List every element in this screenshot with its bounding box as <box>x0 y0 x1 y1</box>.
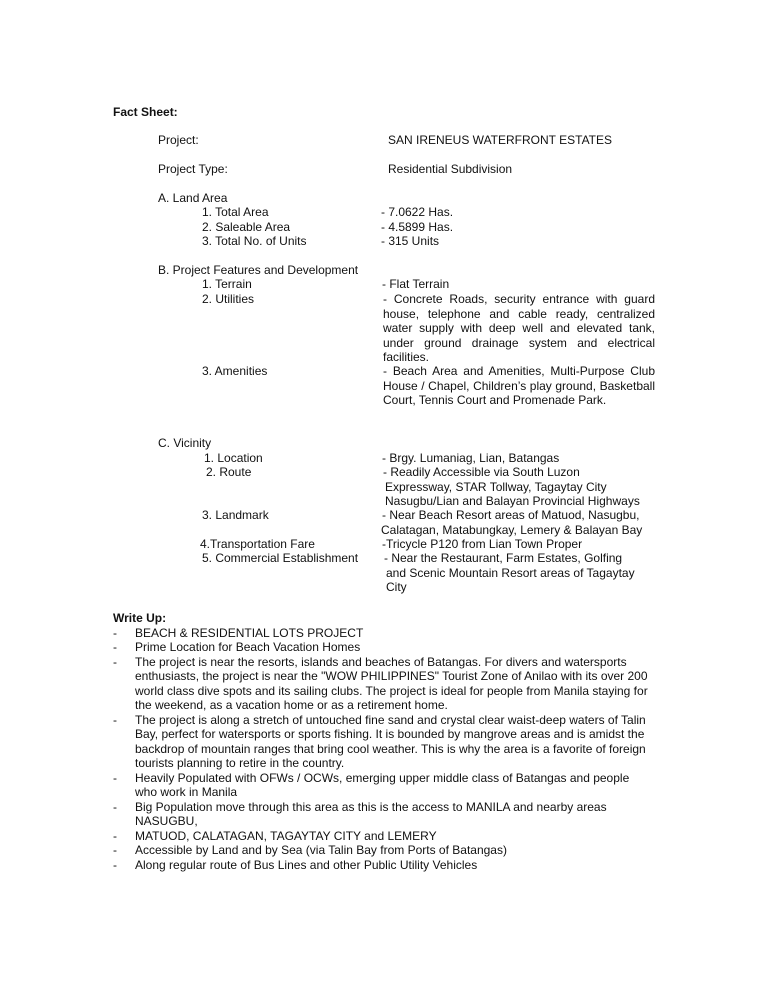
list-item-text: MATUOD, CALATAGAN, TAGAYTAY CITY and LEMERY <box>135 828 437 843</box>
total-units-value: - 315 Units <box>381 234 440 248</box>
route-value-line-1: - Readily Accessible via South Luzon <box>383 465 580 479</box>
bullet-dash: - <box>113 857 117 872</box>
saleable-area-label: 2. Saleable Area <box>202 220 291 234</box>
terrain-label: 1. Terrain <box>202 277 252 291</box>
list-item <box>113 655 653 713</box>
route-value-line-2: Expressway, STAR Tollway, Tagaytay City <box>385 480 607 494</box>
utilities-value: - Concrete Roads, security entrance with guard house, telephone and cable ready, centralized water supply with deep well and elevated tank, under ground drainage system and electrical facilities. <box>383 292 655 364</box>
route-value-line-3: Nasugbu/Lian and Balayan Provincial Highways <box>385 494 640 508</box>
commercial-value-line-1: - Near the Restaurant, Farm Estates, Golfing <box>384 551 623 565</box>
saleable-area-value: - 4.5899 Has. <box>381 220 454 234</box>
project-label: Project: <box>158 133 199 147</box>
list-item-text: Heavily Populated with OFWs / OCWs, emerging upper middle class of Batangas and people who work in Manila <box>135 770 630 799</box>
total-area-value: - 7.0622 Has. <box>381 205 454 219</box>
commercial-label: 5. Commercial Establishment <box>202 551 359 565</box>
list-item-text: BEACH & RESIDENTIAL LOTS PROJECT <box>135 625 364 640</box>
landmark-value-line-1: - Near Beach Resort areas of Matuod, Nasugbu, <box>382 508 640 522</box>
total-units-label: 3. Total No. of Units <box>202 234 307 248</box>
commercial-value-line-3: City <box>386 580 407 594</box>
bullet-dash: - <box>113 828 117 843</box>
list-item <box>113 843 653 858</box>
landmark-label: 3. Landmark <box>202 508 269 522</box>
project-type-value: Residential Subdivision <box>388 162 513 176</box>
terrain-value: - Flat Terrain <box>382 277 450 291</box>
list-item <box>113 626 653 641</box>
list-item-text: Big Population move through this area as this is the access to MANILA and nearby areas NASUGBU, <box>135 799 607 828</box>
bullet-dash: - <box>113 799 117 814</box>
features-heading: B. Project Features and Development <box>158 263 359 277</box>
utilities-label: 2. Utilities <box>202 292 255 306</box>
vicinity-heading: C. Vicinity <box>158 436 212 450</box>
amenities-value: - Beach Area and Amenities, Multi-Purpose Club House / Chapel, Children’s play ground, Basketball Court, Tennis Court and Promenade Park. <box>383 364 655 407</box>
list-item-text: Along regular route of Bus Lines and other Public Utility Vehicles <box>135 857 478 872</box>
list-item <box>113 771 653 800</box>
total-area-label: 1. Total Area <box>202 205 269 219</box>
fact-sheet-title: Fact Sheet: <box>113 105 178 119</box>
list-item <box>113 829 653 844</box>
location-label: 1. Location <box>204 451 263 465</box>
bullet-dash: - <box>113 625 117 640</box>
list-item <box>113 858 653 873</box>
list-item-text: Prime Location for Beach Vacation Homes <box>135 640 361 654</box>
list-item-text: The project is along a stretch of untouched fine sand and crystal clear waist-deep waters of Talin Bay, perfect for watersports or sports fishing. It is bounded by mangrove areas and is amidst the backdrop of mountain ranges that bring cool weather. This is why the area is a favorite of foreign tourists planning to retire in the country. <box>135 712 646 770</box>
project-type-label: Project Type: <box>158 162 228 176</box>
bullet-dash: - <box>113 843 117 857</box>
bullet-dash: - <box>113 654 117 669</box>
write-up-section <box>113 611 653 872</box>
bullet-dash: - <box>113 770 117 785</box>
list-item <box>113 640 653 655</box>
list-item <box>113 800 653 829</box>
transport-label: 4.Transportation Fare <box>200 537 315 551</box>
commercial-value-line-2: and Scenic Mountain Resort areas of Tagaytay <box>386 566 635 580</box>
landmark-value-line-2: Calatagan, Matabungkay, Lemery & Balayan Bay <box>381 523 643 537</box>
write-up-title: Write Up: <box>113 611 167 625</box>
bullet-dash: - <box>113 712 117 727</box>
list-item-text: Accessible by Land and by Sea (via Talin Bay from Ports of Batangas) <box>135 843 507 857</box>
project-value: SAN IRENEUS WATERFRONT ESTATES <box>388 133 613 147</box>
land-area-heading: A. Land Area <box>158 191 228 205</box>
location-value: - Brgy. Lumaniag, Lian, Batangas <box>382 451 560 465</box>
amenities-label: 3. Amenities <box>202 364 268 378</box>
transport-value: -Tricycle P120 from Lian Town Proper <box>382 537 583 551</box>
bullet-dash: - <box>113 640 117 654</box>
route-label: 2. Route <box>206 465 252 479</box>
list-item <box>113 713 653 771</box>
list-item-text: The project is near the resorts, islands and beaches of Batangas. For divers and watersports enthusiasts, the project is near the "WOW PHILIPPINES" Tourist Zone of Anilao with its over 200 world class dive spots and its sailing clubs. The project is ideal for people from Manila staying for the weekend, as a vacation home or as a retirement home. <box>135 654 648 712</box>
